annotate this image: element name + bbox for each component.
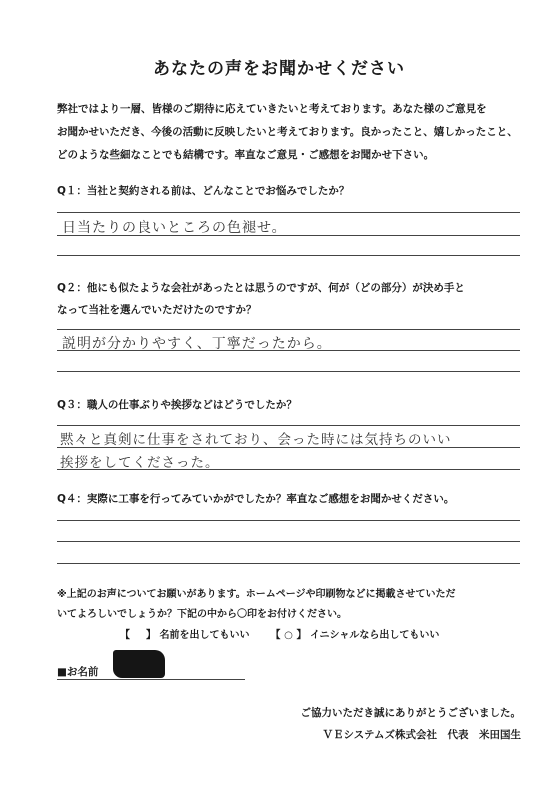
- bracket-close: 】: [296, 630, 307, 641]
- consent-option-name[interactable]: [120, 626, 249, 641]
- closing-thanks: ご協力いただき誠にありがとうございました。: [300, 707, 521, 719]
- consent-line-1: ※上記のお声についてお願いがあります。ホームページや印刷物などに掲載させていただ: [57, 589, 456, 600]
- answer-rule: [57, 563, 520, 564]
- answer-rule: [57, 520, 520, 521]
- answer-rule: [57, 469, 520, 470]
- intro-line-2: お聞かせいただき、今後の活動に反映したいと考えております。良かったこと、嬉しかったこと、: [57, 126, 518, 138]
- question-4: Q４：実際に工事を行ってみていかがでしたか？率直なご感想をお聞かせください。: [57, 493, 455, 505]
- bracket-close: 】: [146, 630, 156, 641]
- bracket-open: 【: [120, 630, 130, 641]
- answer-rule: [57, 329, 520, 330]
- answer-1-line-1: 日当たりの良いところの色褪せ。: [62, 220, 287, 236]
- option-1-label: 名前を出してもいい: [159, 630, 250, 641]
- answer-rule: [57, 541, 520, 542]
- consent-line-2: いてよろしいでしょうか？下記の中から〇印をお付けください。: [57, 609, 347, 620]
- option-2-label: イニシャルなら出してもいい: [309, 630, 440, 641]
- answer-rule: [57, 350, 520, 351]
- answer-rule: [57, 371, 520, 372]
- question-3: Q３：職人の仕事ぶりや挨拶などはどうでしたか？: [57, 399, 297, 411]
- redacted-name: [113, 650, 165, 678]
- consent-options: [120, 626, 439, 641]
- intro-line-3: どのような些細なことでも結構です。率直なご意見・ご感想をお聞かせ下さい。: [57, 149, 435, 161]
- question-2-line-2: なって当社を選んでいただけたのですか？: [57, 304, 257, 316]
- answer-rule: [57, 255, 520, 256]
- answer-3-line-2: 挨拶をしてくださった。: [60, 455, 220, 471]
- closing-company: ＶＥシステムズ株式会社 代表 米田国生: [322, 729, 521, 741]
- question-1: Q１：当社と契約される前は、どんなことでお悩みでしたか？: [57, 185, 350, 197]
- answer-rule: [57, 235, 520, 236]
- bracket-open: 【: [270, 630, 281, 641]
- answer-rule: [57, 447, 520, 448]
- option-2-mark: ○: [284, 630, 293, 641]
- consent-option-initials[interactable]: [270, 626, 439, 641]
- question-2-line-1: Q２：他にも似たような会社があったとは思うのですが、何が（どの部分）が決め手と: [57, 282, 465, 294]
- name-rule: [57, 679, 245, 680]
- answer-rule: [57, 425, 520, 426]
- page-title: あなたの声をお聞かせください: [153, 59, 405, 79]
- intro-line-1: 弊社ではより一層、皆様のご期待に応えていきたいと考えております。あなた様のご意見を: [57, 103, 487, 115]
- answer-3-line-1: 黙々と真剣に仕事をされており、会った時には気持ちのいい: [60, 432, 452, 448]
- name-label: ■お名前: [57, 666, 99, 678]
- answer-rule: [57, 212, 520, 213]
- answer-2-line-1: 説明が分かりやすく、丁寧だったから。: [62, 336, 332, 352]
